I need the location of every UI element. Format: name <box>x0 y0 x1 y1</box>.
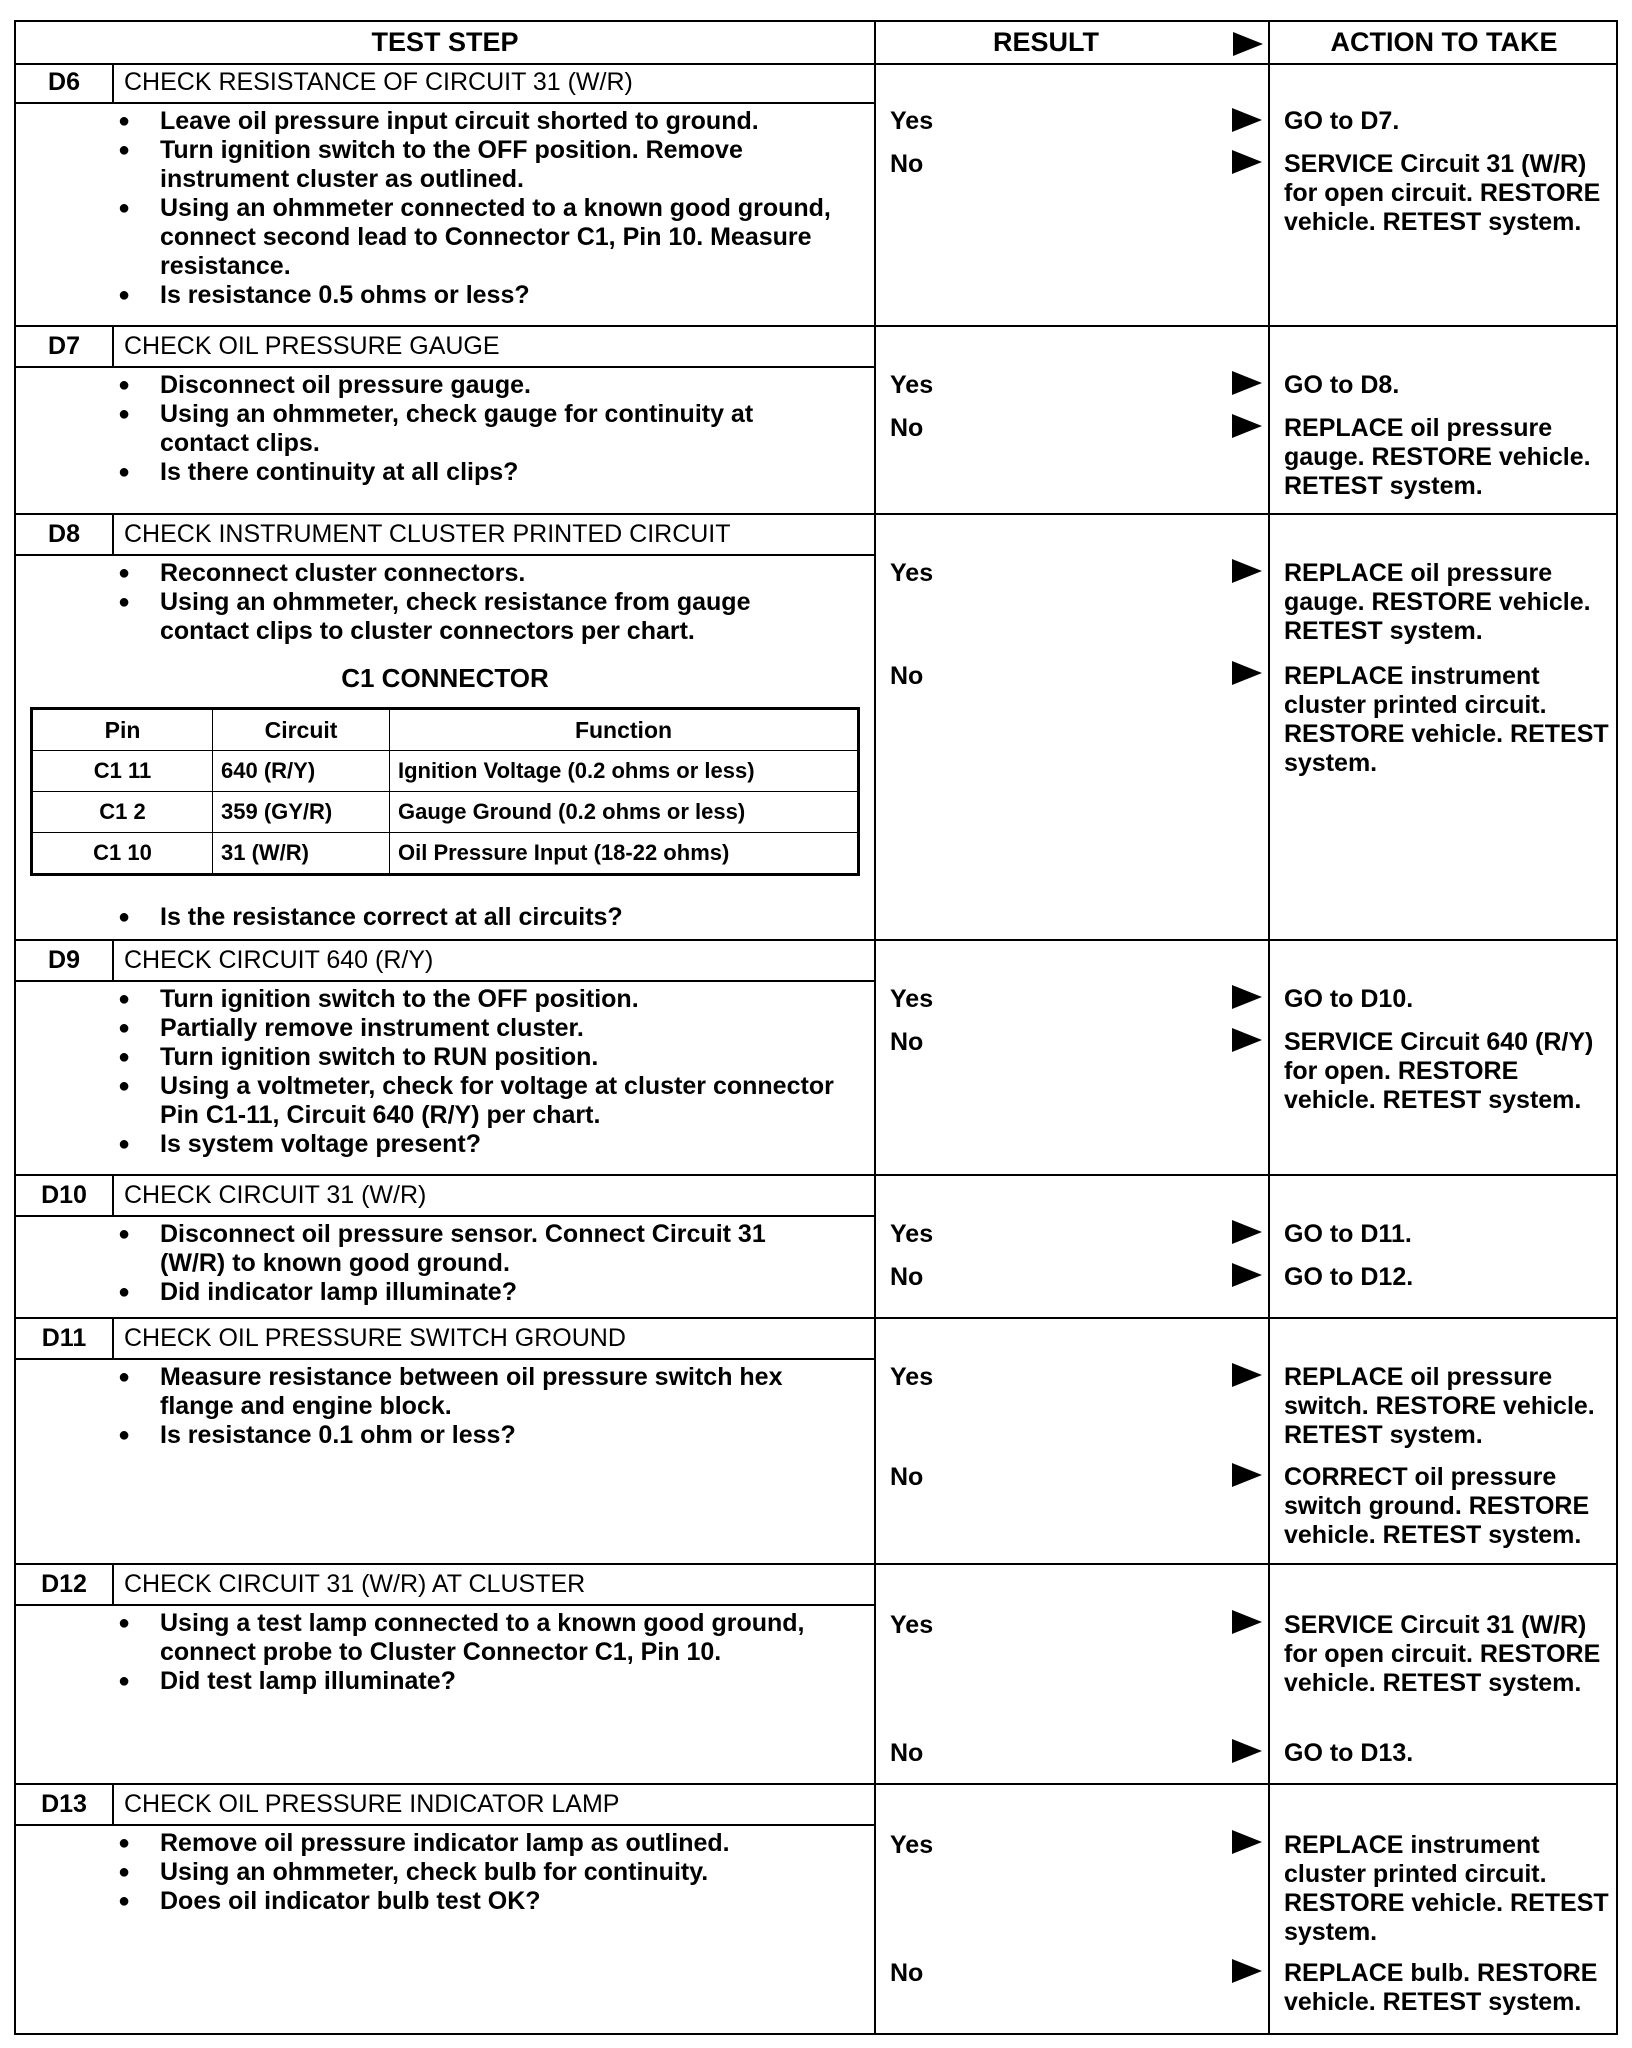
bullet: ● Measure resistance between oil pressure switch hex flange and engine block. <box>116 1363 836 1421</box>
step-title: CHECK INSTRUMENT CLUSTER PRINTED CIRCUIT <box>124 520 731 548</box>
connector-table <box>30 707 860 876</box>
bullet: ● Leave oil pressure input circuit shorted to ground. <box>116 107 836 136</box>
result-no: No <box>890 1463 924 1491</box>
step-d7 <box>16 327 1616 515</box>
header-arrow-icon <box>1230 22 1266 63</box>
column-header: Pin <box>32 709 213 751</box>
step-bullets <box>116 371 836 487</box>
arrow-icon <box>1232 1220 1262 1244</box>
step-d12 <box>16 1565 1616 1785</box>
connector-title: C1 CONNECTOR <box>341 663 549 693</box>
arrow-icon <box>1232 1610 1262 1634</box>
result-yes: Yes <box>890 371 934 399</box>
result-no: No <box>890 414 924 442</box>
step-title-bar <box>16 63 874 104</box>
action-yes: REPLACE instrument cluster printed circuit. RESTORE vehicle. RETEST system. <box>1284 1831 1609 1946</box>
circuit-cell: 359 (GY/R) <box>213 792 390 833</box>
result-no: No <box>890 1739 924 1767</box>
bullet-question: ● Is resistance 0.1 ohm or less? <box>116 1421 836 1450</box>
action-no: REPLACE instrument cluster printed circuit. RESTORE vehicle. RETEST system. <box>1284 662 1609 777</box>
action-yes: REPLACE oil pressure switch. RESTORE vehicle. RETEST system. <box>1284 1363 1595 1449</box>
result-yes: Yes <box>890 1363 934 1391</box>
result-no: No <box>890 1028 924 1056</box>
pin-cell: C1 11 <box>32 751 213 792</box>
bullet-question: ● Does oil indicator bulb test OK? <box>116 1887 836 1916</box>
bullet-question: ● Is system voltage present? <box>116 1130 836 1159</box>
bullet: ● Turn ignition switch to RUN position. <box>116 1043 836 1072</box>
header-action: ACTION TO TAKE <box>1330 27 1558 57</box>
column-header: Function <box>390 709 859 751</box>
result-yes: Yes <box>890 559 934 587</box>
result-yes: Yes <box>890 1831 934 1859</box>
result-yes: Yes <box>890 107 934 135</box>
arrow-icon <box>1232 1959 1262 1983</box>
action-no: REPLACE oil pressure gauge. RESTORE vehicle. RETEST system. <box>1284 414 1591 500</box>
arrow-icon <box>1232 150 1262 174</box>
step-id: D11 <box>16 1319 114 1358</box>
bullet: ● Partially remove instrument cluster. <box>116 1014 836 1043</box>
bullet: ● Disconnect oil pressure sensor. Connect Circuit 31 (W/R) to known good ground. <box>116 1220 836 1278</box>
bullet: ● Disconnect oil pressure gauge. <box>116 371 836 400</box>
arrow-icon <box>1232 559 1262 583</box>
action-yes: GO to D7. <box>1284 107 1400 135</box>
circuit-cell: 640 (R/Y) <box>213 751 390 792</box>
step-title-bar <box>16 515 874 556</box>
bullet: ● Using an ohmmeter connected to a known good ground, connect second lead to Connector C1, Pin 10. Measure resistance. <box>116 194 836 281</box>
pin-cell: C1 10 <box>32 833 213 875</box>
action-yes: REPLACE oil pressure gauge. RESTORE vehicle. RETEST system. <box>1284 559 1591 645</box>
step-d6 <box>16 63 1616 327</box>
arrow-icon <box>1232 108 1262 132</box>
result-yes: Yes <box>890 985 934 1013</box>
action-no: GO to D12. <box>1284 1263 1414 1291</box>
bullet: ● Turn ignition switch to the OFF position. Remove instrument cluster as outlined. <box>116 136 836 194</box>
action-yes: SERVICE Circuit 31 (W/R) for open circuit. RESTORE vehicle. RETEST system. <box>1284 1611 1601 1697</box>
step-id: D6 <box>16 63 114 102</box>
header-test-step: TEST STEP <box>371 27 519 57</box>
arrow-icon <box>1232 661 1262 685</box>
arrow-icon <box>1232 985 1262 1009</box>
action-no: GO to D13. <box>1284 1739 1414 1767</box>
result-no: No <box>890 1959 924 1987</box>
column-header: Circuit <box>213 709 390 751</box>
step-title: CHECK OIL PRESSURE GAUGE <box>124 332 500 360</box>
bullet-question: ● Is the resistance correct at all circuits? <box>116 903 836 932</box>
arrow-icon <box>1232 414 1262 438</box>
step-title-bar <box>16 941 874 982</box>
bullet-question: ● Is there continuity at all clips? <box>116 458 836 487</box>
bullet: ● Remove oil pressure indicator lamp as outlined. <box>116 1829 836 1858</box>
step-title: CHECK CIRCUIT 31 (W/R) <box>124 1181 427 1209</box>
action-yes: GO to D11. <box>1284 1220 1412 1248</box>
step-d13 <box>16 1785 1616 2035</box>
step-id: D12 <box>16 1565 114 1604</box>
result-yes: Yes <box>890 1220 934 1248</box>
action-no: SERVICE Circuit 640 (R/Y) for open. RESTORE vehicle. RETEST system. <box>1284 1028 1594 1114</box>
action-no: CORRECT oil pressure switch ground. RESTORE vehicle. RETEST system. <box>1284 1463 1590 1549</box>
step-title-bar <box>16 327 874 368</box>
result-no: No <box>890 662 924 690</box>
arrow-icon <box>1232 1028 1262 1052</box>
step-bullets <box>116 985 836 1159</box>
action-yes: GO to D10. <box>1284 985 1414 1013</box>
function-cell: Gauge Ground (0.2 ohms or less) <box>390 792 859 833</box>
arrow-icon <box>1232 1739 1262 1763</box>
arrow-icon <box>1232 1830 1262 1854</box>
step-bullets <box>116 107 836 310</box>
arrow-icon <box>1232 1363 1262 1387</box>
circuit-cell: 31 (W/R) <box>213 833 390 875</box>
action-yes: GO to D8. <box>1284 371 1400 399</box>
bullet-question: ● Is resistance 0.5 ohms or less? <box>116 281 836 310</box>
step-d10 <box>16 1176 1616 1319</box>
step-bullets <box>116 1609 836 1696</box>
step-d8 <box>16 515 1616 941</box>
step-title-bar <box>16 1785 874 1826</box>
step-id: D10 <box>16 1176 114 1215</box>
step-title-bar <box>16 1319 874 1360</box>
step-question <box>116 903 836 932</box>
action-no: SERVICE Circuit 31 (W/R) for open circuit. RESTORE vehicle. RETEST system. <box>1284 150 1601 236</box>
step-title-bar <box>16 1565 874 1606</box>
step-d9 <box>16 941 1616 1176</box>
step-title: CHECK OIL PRESSURE SWITCH GROUND <box>124 1324 626 1352</box>
table-header-row <box>32 709 859 751</box>
bullet-question: ● Did test lamp illuminate? <box>116 1667 836 1696</box>
bullet: ● Using a voltmeter, check for voltage at cluster connector Pin C1-11, Circuit 640 (R/Y) per chart. <box>116 1072 836 1130</box>
table-row <box>32 751 859 792</box>
bullet: ● Using an ohmmeter, check resistance from gauge contact clips to cluster connectors per chart. <box>116 588 836 646</box>
result-no: No <box>890 150 924 178</box>
table-row <box>32 792 859 833</box>
step-id: D7 <box>16 327 114 366</box>
pin-cell: C1 2 <box>32 792 213 833</box>
step-id: D9 <box>16 941 114 980</box>
table-header <box>16 22 1616 65</box>
step-bullets <box>116 1220 836 1307</box>
step-bullets <box>116 1829 836 1916</box>
arrow-icon <box>1232 1463 1262 1487</box>
bullet: ● Using an ohmmeter, check bulb for continuity. <box>116 1858 836 1887</box>
bullet: ● Using a test lamp connected to a known good ground, connect probe to Cluster Connector C1, Pin 10. <box>116 1609 836 1667</box>
function-cell: Ignition Voltage (0.2 ohms or less) <box>390 751 859 792</box>
arrow-icon <box>1232 1263 1262 1287</box>
bullet-question: ● Did indicator lamp illuminate? <box>116 1278 836 1307</box>
arrow-icon <box>1232 371 1262 395</box>
bullet: ● Using an ohmmeter, check gauge for continuity at contact clips. <box>116 400 836 458</box>
result-yes: Yes <box>890 1611 934 1639</box>
diagnostic-table <box>14 20 1618 2035</box>
step-title: CHECK CIRCUIT 640 (R/Y) <box>124 946 434 974</box>
step-bullets <box>116 1363 836 1450</box>
bullet: ● Turn ignition switch to the OFF position. <box>116 985 836 1014</box>
function-cell: Oil Pressure Input (18-22 ohms) <box>390 833 859 875</box>
step-title: CHECK RESISTANCE OF CIRCUIT 31 (W/R) <box>124 68 633 96</box>
step-id: D8 <box>16 515 114 554</box>
step-title: CHECK CIRCUIT 31 (W/R) AT CLUSTER <box>124 1570 586 1598</box>
step-title: CHECK OIL PRESSURE INDICATOR LAMP <box>124 1790 620 1818</box>
result-no: No <box>890 1263 924 1291</box>
table-row <box>32 833 859 875</box>
bullet: ● Reconnect cluster connectors. <box>116 559 836 588</box>
header-result: RESULT <box>993 27 1099 57</box>
step-bullets <box>116 559 836 646</box>
action-no: REPLACE bulb. RESTORE vehicle. RETEST system. <box>1284 1959 1598 2016</box>
step-id: D13 <box>16 1785 114 1824</box>
step-title-bar <box>16 1176 874 1217</box>
step-d11 <box>16 1319 1616 1565</box>
